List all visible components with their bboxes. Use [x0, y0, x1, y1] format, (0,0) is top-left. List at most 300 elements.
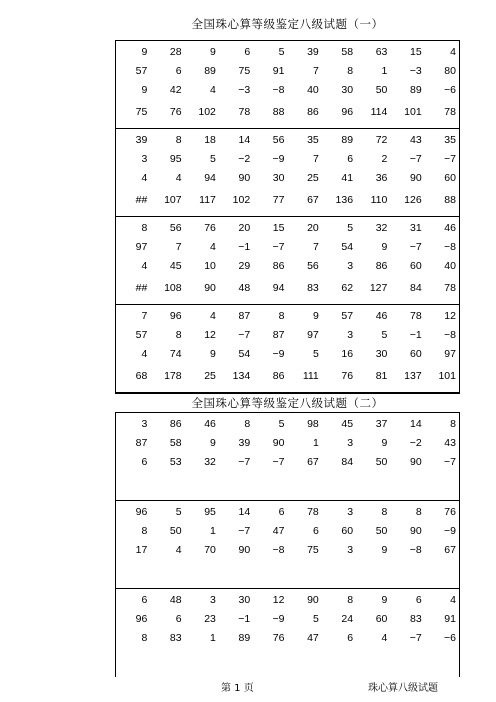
number-cell: 36 — [375, 172, 388, 184]
answer-cell: 62 — [341, 282, 354, 294]
number-cell: 60 — [341, 525, 354, 537]
number-cell: 60 — [409, 260, 422, 272]
number-cell: 4 — [141, 348, 148, 360]
number-cell: 1 — [210, 525, 216, 537]
number-cell: 50 — [375, 456, 388, 468]
answer-cell — [356, 651, 390, 670]
number-cell: 8 — [141, 525, 148, 537]
number-cell: 5 — [312, 348, 319, 360]
number-row — [116, 238, 459, 257]
number-row — [116, 345, 459, 364]
number-cell: 78 — [409, 310, 422, 322]
number-cell: −3 — [409, 65, 422, 77]
number-cell: 3 — [141, 153, 148, 165]
number-cell: 50 — [169, 525, 182, 537]
answer-cell — [185, 563, 219, 582]
number-cell: 20 — [307, 222, 319, 234]
answer-row — [116, 475, 459, 494]
answer-cell: 134 — [232, 370, 251, 382]
number-cell: 9 — [381, 437, 388, 449]
number-cell: −7 — [272, 241, 285, 253]
answer-cell — [390, 563, 424, 582]
number-cell: 6 — [175, 613, 182, 625]
answer-cell — [219, 475, 253, 494]
number-cell: 9 — [141, 46, 148, 58]
number-row — [116, 453, 459, 472]
number-cell: 3 — [210, 594, 216, 606]
number-cell: −9 — [272, 613, 285, 625]
number-cell: −8 — [272, 544, 285, 556]
number-cell: 89 — [238, 632, 251, 644]
answer-cell: 127 — [369, 282, 388, 294]
answer-cell — [253, 475, 287, 494]
number-cell: 83 — [409, 613, 422, 625]
answer-row — [116, 103, 459, 122]
number-cell: 76 — [204, 222, 216, 234]
number-cell: 32 — [204, 456, 216, 468]
section-1-title: 全国珠心算等级鉴定八级试题（一） — [191, 17, 384, 31]
number-cell: 24 — [341, 613, 354, 625]
number-cell: 84 — [341, 456, 354, 468]
problem-block — [116, 501, 459, 589]
number-cell: 4 — [175, 544, 182, 556]
number-cell: −6 — [443, 84, 456, 96]
number-cell: 30 — [272, 172, 285, 184]
number-cell: 96 — [135, 506, 148, 518]
answer-cell — [390, 475, 424, 494]
answer-cell — [185, 475, 219, 494]
number-cell: −7 — [238, 329, 251, 341]
number-cell: 94 — [204, 172, 216, 184]
answer-row — [116, 651, 459, 670]
number-cell: 80 — [444, 65, 456, 77]
answer-cell: 110 — [370, 194, 388, 206]
number-cell: −7 — [409, 241, 422, 253]
number-cell: 8 — [415, 506, 422, 518]
number-cell: 14 — [238, 134, 251, 146]
number-cell: 12 — [204, 329, 216, 341]
answer-cell: 83 — [307, 282, 319, 294]
problem-block — [116, 217, 459, 305]
number-cell: 91 — [444, 613, 456, 625]
number-row — [116, 169, 459, 188]
answer-cell: 178 — [164, 370, 182, 382]
number-cell: −7 — [409, 632, 422, 644]
number-cell: 57 — [341, 310, 354, 322]
answer-cell — [322, 475, 356, 494]
number-cell: 6 — [415, 594, 422, 606]
number-cell: 4 — [210, 84, 216, 96]
number-cell: 46 — [204, 418, 216, 430]
number-cell: 98 — [307, 418, 319, 430]
answer-cell — [322, 651, 356, 670]
number-cell: −1 — [409, 329, 422, 341]
number-cell: 8 — [347, 594, 354, 606]
number-cell: 45 — [341, 418, 354, 430]
number-cell: 47 — [307, 632, 319, 644]
number-cell: 8 — [450, 418, 456, 430]
problem-block — [116, 589, 459, 677]
problem-block — [116, 129, 459, 217]
number-cell: 8 — [381, 506, 388, 518]
number-cell: 5 — [347, 222, 354, 234]
number-cell: 67 — [444, 544, 456, 556]
number-cell: 9 — [381, 594, 388, 606]
number-cell: 9 — [141, 84, 148, 96]
number-cell: 8 — [175, 134, 182, 146]
number-cell: 43 — [409, 134, 422, 146]
number-cell: 78 — [307, 506, 319, 518]
answer-cell: 67 — [307, 194, 319, 206]
answer-row — [116, 367, 459, 386]
number-cell: 5 — [210, 153, 216, 165]
answer-cell — [390, 651, 424, 670]
number-cell: 45 — [169, 260, 182, 272]
answer-cell: 25 — [204, 370, 216, 382]
number-cell: 29 — [238, 260, 251, 272]
number-cell: −7 — [238, 456, 251, 468]
number-cell: −2 — [238, 153, 251, 165]
number-cell: 8 — [175, 329, 182, 341]
number-cell: 40 — [444, 260, 456, 272]
number-cell: 25 — [307, 172, 319, 184]
number-cell: −9 — [272, 153, 285, 165]
number-cell: 43 — [444, 437, 456, 449]
answer-cell: 90 — [204, 282, 216, 294]
problem-block — [116, 41, 459, 129]
number-cell: 46 — [444, 222, 456, 234]
number-cell: 97 — [307, 329, 319, 341]
number-cell: 9 — [210, 437, 216, 449]
number-row — [116, 415, 459, 434]
answer-cell: 101 — [438, 370, 456, 382]
number-cell: 54 — [238, 348, 251, 360]
answer-cell: 78 — [444, 106, 456, 118]
number-row — [116, 307, 459, 326]
answer-cell — [425, 563, 459, 582]
number-cell: 6 — [312, 525, 319, 537]
number-cell: 37 — [375, 418, 388, 430]
number-cell: 90 — [238, 172, 251, 184]
answer-cell: 84 — [409, 282, 422, 294]
number-cell: 30 — [238, 594, 251, 606]
number-cell: 9 — [210, 46, 216, 58]
number-cell: 91 — [272, 65, 285, 77]
number-cell: 10 — [204, 260, 216, 272]
number-cell: 9 — [210, 348, 216, 360]
number-cell: 4 — [450, 46, 456, 58]
answer-cell: 76 — [341, 370, 354, 382]
footer-page-label: 第 1 页 — [221, 683, 254, 694]
number-cell: −2 — [409, 437, 422, 449]
number-cell: 2 — [381, 153, 388, 165]
answer-cell: 86 — [272, 370, 285, 382]
footer-doc-name: 珠心算八级试题 — [368, 683, 438, 694]
number-cell: 58 — [341, 46, 354, 58]
number-cell: 8 — [141, 632, 148, 644]
number-cell: 76 — [272, 632, 285, 644]
answer-cell — [116, 563, 150, 582]
number-cell: 58 — [169, 437, 182, 449]
number-cell: 86 — [375, 260, 388, 272]
answer-cell: 48 — [238, 282, 251, 294]
number-cell: 4 — [450, 594, 456, 606]
answer-cell: 78 — [444, 282, 456, 294]
number-cell: 4 — [381, 632, 388, 644]
answer-cell — [287, 651, 321, 670]
number-cell: 8 — [244, 418, 251, 430]
number-cell: 39 — [238, 437, 251, 449]
number-row — [116, 43, 459, 62]
number-cell: 3 — [141, 418, 148, 430]
answer-cell — [185, 651, 219, 670]
number-cell: 3 — [347, 329, 354, 341]
number-cell: 30 — [341, 84, 354, 96]
number-cell: −8 — [443, 329, 456, 341]
answer-cell: 94 — [272, 282, 285, 294]
answer-cell: 107 — [164, 194, 182, 206]
number-cell: 97 — [444, 348, 456, 360]
number-row — [116, 326, 459, 345]
answer-cell: 86 — [307, 106, 319, 118]
number-cell: −7 — [409, 153, 422, 165]
number-cell: 86 — [169, 418, 182, 430]
number-cell: 60 — [409, 348, 422, 360]
number-cell: −9 — [443, 525, 456, 537]
number-cell: 89 — [341, 134, 354, 146]
number-row — [116, 629, 459, 648]
answer-cell — [219, 563, 253, 582]
number-cell: 57 — [135, 329, 148, 341]
answer-cell — [253, 651, 287, 670]
section-1-grid — [115, 40, 460, 394]
number-cell: 90 — [307, 594, 319, 606]
number-cell: 4 — [141, 172, 148, 184]
section-2-title: 全国珠心算等级鉴定八级试题（二） — [191, 396, 384, 410]
number-cell: 1 — [210, 632, 216, 644]
problem-block — [116, 305, 459, 393]
number-cell: 5 — [381, 329, 388, 341]
number-row — [116, 257, 459, 276]
number-cell: 4 — [210, 310, 216, 322]
number-cell: −1 — [238, 613, 251, 625]
number-cell: 6 — [278, 506, 285, 518]
answer-cell: 117 — [199, 194, 216, 206]
number-cell: 3 — [347, 506, 354, 518]
answer-cell: 76 — [169, 106, 182, 118]
number-cell: 20 — [238, 222, 251, 234]
section-2-grid — [115, 412, 460, 677]
number-cell: 8 — [141, 222, 148, 234]
number-cell: 60 — [444, 172, 456, 184]
number-cell: 5 — [278, 46, 285, 58]
number-cell: 3 — [347, 437, 354, 449]
number-cell: 67 — [307, 456, 319, 468]
number-cell: 8 — [278, 310, 285, 322]
number-cell: 4 — [210, 241, 216, 253]
answer-cell — [219, 651, 253, 670]
number-cell: 18 — [204, 134, 216, 146]
number-cell: 6 — [141, 456, 148, 468]
number-cell: −8 — [272, 84, 285, 96]
number-row — [116, 81, 459, 100]
answer-cell — [322, 563, 356, 582]
number-row — [116, 610, 459, 629]
number-cell: 70 — [204, 544, 216, 556]
number-cell: 57 — [135, 65, 148, 77]
number-cell: 90 — [238, 544, 251, 556]
number-cell: 12 — [272, 594, 285, 606]
answer-cell: 137 — [404, 370, 422, 382]
number-cell: 15 — [409, 46, 422, 58]
number-cell: 4 — [141, 260, 148, 272]
number-cell: 75 — [307, 544, 319, 556]
answer-cell — [356, 475, 390, 494]
number-cell: 41 — [341, 172, 354, 184]
number-cell: −1 — [238, 241, 251, 253]
answer-cell: 77 — [272, 194, 285, 206]
number-cell: 47 — [272, 525, 285, 537]
number-cell: −7 — [272, 456, 285, 468]
number-cell: 96 — [169, 310, 182, 322]
number-cell: 8 — [347, 65, 354, 77]
answer-cell: 81 — [375, 370, 388, 382]
number-cell: 90 — [272, 437, 285, 449]
number-cell: 90 — [409, 456, 422, 468]
answer-cell — [150, 563, 184, 582]
number-cell: 14 — [238, 506, 251, 518]
number-cell: 5 — [278, 418, 285, 430]
number-cell: 56 — [307, 260, 319, 272]
answer-cell: ## — [135, 194, 148, 206]
number-cell: 32 — [375, 222, 388, 234]
number-cell: 39 — [135, 134, 148, 146]
number-cell: 42 — [169, 84, 182, 96]
answer-row — [116, 279, 459, 298]
number-cell: 28 — [169, 46, 182, 58]
number-row — [116, 503, 459, 522]
number-cell: 97 — [135, 241, 148, 253]
number-cell: −8 — [409, 544, 422, 556]
number-row — [116, 150, 459, 169]
answer-cell: 75 — [135, 106, 148, 118]
number-cell: 53 — [169, 456, 182, 468]
number-cell: 90 — [409, 172, 422, 184]
answer-cell — [150, 475, 184, 494]
answer-cell — [150, 651, 184, 670]
number-cell: 95 — [204, 506, 216, 518]
answer-cell — [116, 651, 150, 670]
number-row — [116, 591, 459, 610]
number-cell: −9 — [272, 348, 285, 360]
number-cell: −6 — [443, 632, 456, 644]
number-cell: 87 — [135, 437, 148, 449]
answer-cell: 136 — [335, 194, 354, 206]
number-cell: 6 — [347, 153, 354, 165]
number-cell: 16 — [341, 348, 354, 360]
number-cell: 7 — [175, 241, 182, 253]
number-cell: 7 — [312, 153, 319, 165]
answer-row — [116, 191, 459, 210]
number-cell: 95 — [169, 153, 182, 165]
number-cell: 6 — [244, 46, 251, 58]
number-cell: 48 — [169, 594, 182, 606]
answer-cell: ## — [135, 282, 148, 294]
number-cell: 1 — [381, 65, 388, 77]
number-cell: 50 — [375, 525, 388, 537]
answer-cell: 108 — [164, 282, 182, 294]
answer-cell — [425, 651, 459, 670]
number-cell: 90 — [409, 525, 422, 537]
number-cell: 3 — [347, 260, 354, 272]
number-cell: −7 — [443, 153, 456, 165]
number-cell: 60 — [375, 613, 388, 625]
number-cell: 1 — [312, 437, 319, 449]
number-cell: 6 — [347, 632, 354, 644]
number-cell: 72 — [375, 134, 388, 146]
answer-cell — [287, 563, 321, 582]
number-cell: 6 — [141, 594, 148, 606]
number-row — [116, 131, 459, 150]
answer-cell: 102 — [198, 106, 216, 118]
number-cell: 12 — [444, 310, 456, 322]
number-cell: 89 — [204, 65, 216, 77]
number-cell: 5 — [175, 506, 182, 518]
number-cell: 7 — [312, 65, 319, 77]
answer-cell: 78 — [238, 106, 251, 118]
answer-cell: 114 — [370, 106, 388, 118]
number-cell: 56 — [169, 222, 182, 234]
number-cell: 54 — [341, 241, 354, 253]
number-cell: 75 — [238, 65, 251, 77]
number-cell: 17 — [135, 544, 148, 556]
number-row — [116, 62, 459, 81]
number-cell: 31 — [409, 222, 422, 234]
number-cell: 40 — [307, 84, 319, 96]
number-cell: 35 — [307, 134, 319, 146]
number-cell: 14 — [409, 418, 422, 430]
number-row — [116, 219, 459, 238]
number-cell: 89 — [409, 84, 422, 96]
number-cell: −7 — [238, 525, 251, 537]
number-cell: 74 — [169, 348, 182, 360]
number-cell: 35 — [444, 134, 456, 146]
number-cell: 39 — [307, 46, 319, 58]
answer-cell: 126 — [404, 194, 422, 206]
number-cell: 83 — [169, 632, 182, 644]
number-cell: 7 — [312, 241, 319, 253]
number-cell: 23 — [204, 613, 216, 625]
number-row — [116, 522, 459, 541]
answer-row — [116, 563, 459, 582]
number-cell: 63 — [375, 46, 388, 58]
number-cell: 15 — [272, 222, 285, 234]
answer-cell — [425, 475, 459, 494]
number-cell: 87 — [238, 310, 251, 322]
answer-cell: 88 — [272, 106, 285, 118]
number-cell: 96 — [135, 613, 148, 625]
answer-cell — [287, 475, 321, 494]
answer-cell: 96 — [341, 106, 354, 118]
problem-block — [116, 413, 459, 501]
answer-cell — [253, 563, 287, 582]
number-cell: 9 — [381, 241, 388, 253]
number-cell: 76 — [444, 506, 456, 518]
number-cell: 6 — [175, 65, 182, 77]
number-cell: 9 — [312, 310, 319, 322]
number-cell: −7 — [443, 456, 456, 468]
number-row — [116, 541, 459, 560]
